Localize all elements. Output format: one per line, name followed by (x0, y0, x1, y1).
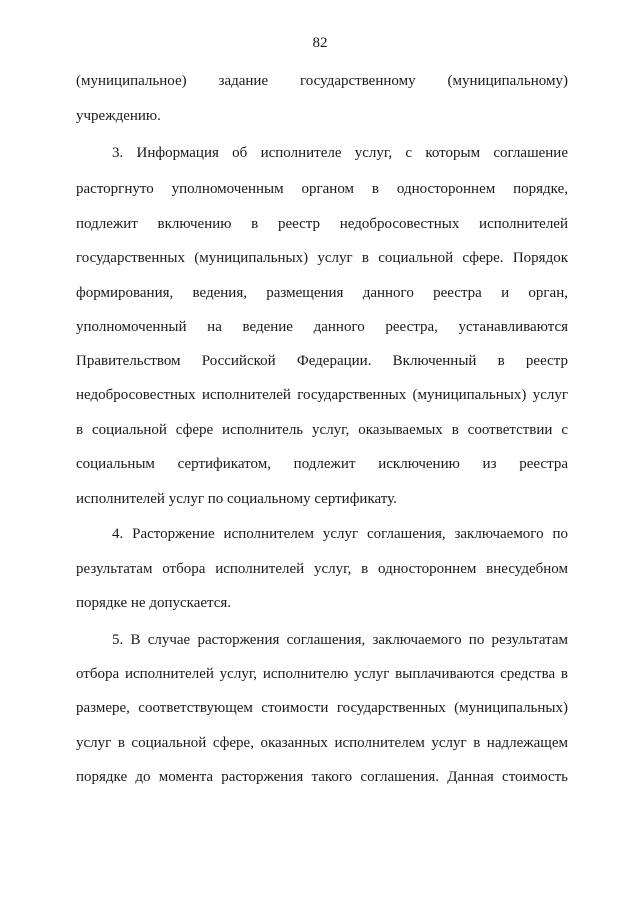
text-line: порядке не допускается. (76, 595, 232, 611)
text-line: недобросовестных исполнителей государственных (муниципальных) услуг (76, 387, 568, 403)
text-line: формирования, ведения, размещения данного реестра и орган, (76, 285, 568, 301)
text-line: подлежит включению в реестр недобросовестных исполнителей (76, 216, 568, 232)
paragraph-5-first-line: 5. В случае расторжения соглашения, заключаемого по результатам (112, 632, 568, 648)
text-line: уполномоченный на ведение данного реестра, устанавливаются (76, 319, 568, 335)
text-line: (муниципальное) задание государственному (муниципальному) (76, 73, 568, 89)
text-line: государственных (муниципальных) услуг в социальной сфере. Порядок (76, 250, 568, 266)
text-line: социальным сертификатом, подлежит исключению из реестра (76, 456, 568, 472)
text-line: услуг в социальной сфере, оказанных исполнителем услуг в надлежащем (76, 735, 568, 751)
text-line: Правительством Российской Федерации. Включенный в реестр (76, 353, 568, 369)
page-number: 82 (312, 35, 328, 51)
text-line: порядке до момента расторжения такого соглашения. Данная стоимость (76, 769, 568, 785)
text-line: в социальной сфере исполнитель услуг, оказываемых в соответствии с (76, 422, 568, 438)
text-line: расторгнуто уполномоченным органом в одностороннем порядке, (76, 181, 568, 197)
text-line: учреждению. (76, 108, 161, 124)
text-line: исполнителей услуг по социальному сертификату. (76, 491, 397, 507)
paragraph-4-first-line: 4. Расторжение исполнителем услуг соглашения, заключаемого по (112, 526, 568, 542)
text-line: размере, соответствующем стоимости государственных (муниципальных) (76, 700, 568, 716)
text-line: отбора исполнителей услуг, исполнителю услуг выплачиваются средства в (76, 666, 568, 682)
paragraph-3-first-line: 3. Информация об исполнителе услуг, с которым соглашение (112, 145, 568, 161)
text-line: результатам отбора исполнителей услуг, в одностороннем внесудебном (76, 561, 568, 577)
